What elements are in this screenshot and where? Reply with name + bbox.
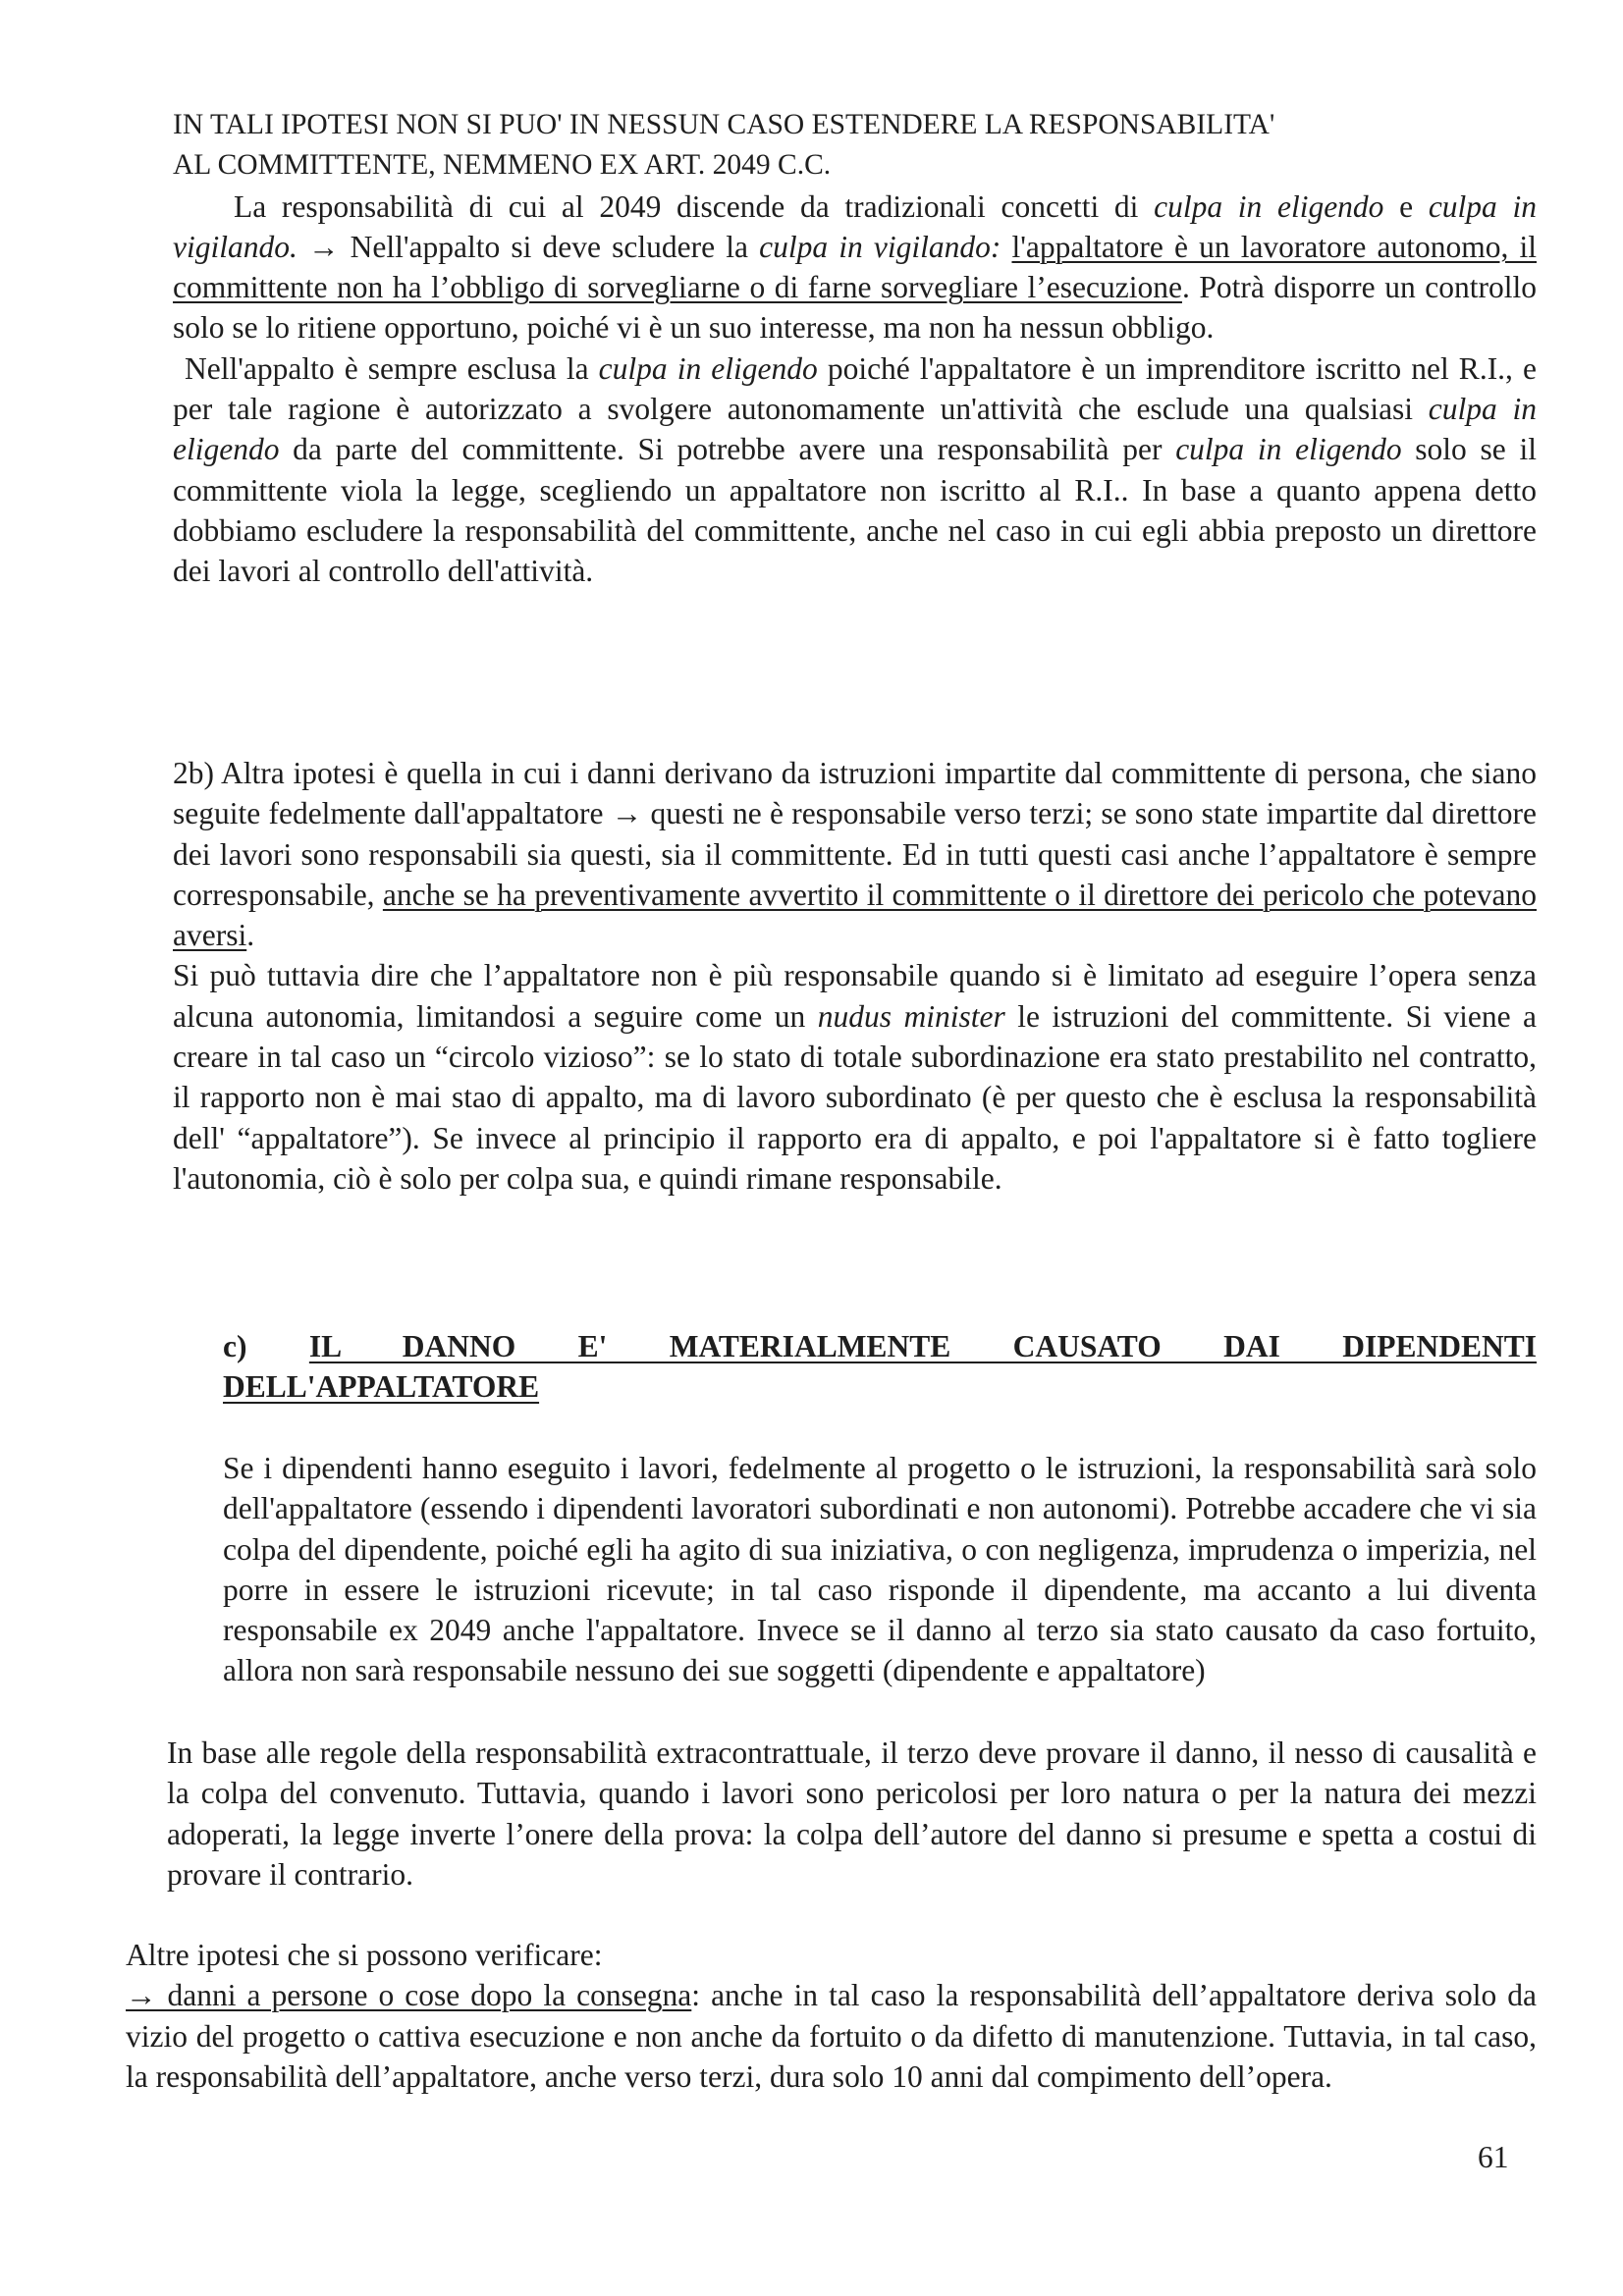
caps-line-1: IN TALI IPOTESI NON SI PUO' IN NESSUN CASO ESTENDERE LA RESPONSABILITA' <box>173 109 1275 140</box>
paragraph-dipendenti: Se i dipendenti hanno eseguito i lavori, fedelmente al progetto o le istruzioni, la responsabilità sarà solo dell'appaltatore (essendo i dipendenti lavoratori subordinati e non autonomi). Potrebbe accadere che vi sia colpa del dipendente, poiché egli ha agito di sua iniziativa, o con negligenza, imprudenza o imperizia, nel porre in essere le istruzioni ricevute; in tal caso risponde il dipendente, ma accanto a lui diventa responsabile ex 2049 anche l'appaltatore. Invece se il danno al terzo sia stato causato da caso fortuito, allora non sarà responsabile nessuno dei sue soggetti (dipendente e appaltatore) <box>223 1451 1537 1688</box>
text-run: poiché l'appaltatore è un imprenditore iscritto nel R.I., e per tale ragione è autorizzato a svolgere autonomamente un'attività che esclude una qualsiasi <box>173 350 1537 427</box>
italic-term: culpa in vigilando: <box>759 229 1001 264</box>
section-1 <box>173 105 1537 592</box>
underlined-text: → danni a persone o cose dopo la consegna <box>126 1978 692 2013</box>
section-other <box>126 1935 1537 2097</box>
text-run: solo se il committente viola la legge, scegliendo un appaltatore non iscritto al R.I.. In base a quanto appena detto dobbiamo escludere la responsabilità del committente, anche nel caso in cui egli abbia preposto un direttore dei lavori al controllo dell'attività. <box>173 432 1537 589</box>
text-run: → Nell'appalto si deve scludere la <box>297 229 760 264</box>
paragraph-consegna <box>126 1975 1537 2097</box>
section-c-body <box>223 1448 1537 1691</box>
paragraph-culpa-vigilando <box>173 187 1537 348</box>
italic-term: culpa in eligendo <box>1175 432 1402 467</box>
paragraph-intro: Altre ipotesi che si possono verificare: <box>126 1938 603 1972</box>
text-run: . <box>246 918 255 953</box>
heading-title-continued: DELL'APPALTATORE <box>223 1369 540 1405</box>
paragraph-culpa-eligendo <box>173 348 1537 592</box>
italic-term: culpa in eligendo <box>1154 188 1384 224</box>
text-run: La responsabilità di cui al 2049 discende da tradizionali concetti di <box>234 188 1155 224</box>
text-run: Si può tuttavia dire che l’appaltatore non è più responsabile quando si è limitato ad eseguire l’opera senza alcuna autonomia, limitandosi a seguire come un <box>173 958 1537 1034</box>
paragraph-extracontrattuale: In base alle regole della responsabilità extracontrattuale, il terzo deve provare il danno, il nesso di causalità e la colpa del convenuto. Tuttavia, quando i lavori sono pericolosi per loro natura o per la natura dei mezzi adoperati, la legge inverte l’onere della prova: la colpa dell’autore del danno si presume e spetta a costui di provare il contrario. <box>167 1735 1537 1892</box>
underlined-text: l'appaltatore è un lavoratore autonomo, il committente non ha l’obbligo di sorvegliarne o di farne sorvegliare l’esecuzione <box>173 229 1538 305</box>
text-run: da parte del committente. Si potrebbe avere una responsabilità per <box>279 432 1176 467</box>
paragraph-istruzioni <box>173 753 1537 955</box>
page-number: 61 <box>1478 2140 1509 2174</box>
text-run: 2b) Altra ipotesi è quella in cui i danni derivano da istruzioni impartite dal committente di persona, che siano seguite fedelmente dall'appaltatore → questi ne è responsabile verso terzi; se sono state impartite dal direttore dei lavori sono responsabili sia questi, sia il committente. Ed in tutti questi casi anche l’appaltatore è sempre corresponsabile, <box>173 756 1537 912</box>
italic-term: culpa in eligendo <box>598 350 818 386</box>
heading-title: IL DANNO E' MATERIALMENTE CAUSATO DAI DIPENDENTI <box>308 1329 1537 1363</box>
text-run: : anche in tal caso la responsabilità dell’appaltatore deriva solo da vizio del progetto o cattiva esecuzione e non anche da fortuito o da difetto di manutenzione. Tuttavia, in tal caso, la responsabilità dell’appaltatore, anche verso terzi, dura solo 10 anni dal compimento dell’opera. <box>126 1978 1537 2094</box>
text-run: e <box>1383 188 1429 224</box>
underlined-text: anche se ha preventivamente avvertito il committente o il direttore dei pericolo che potevano aversi <box>173 877 1537 953</box>
italic-term: nudus minister <box>817 998 1005 1034</box>
text-run <box>1001 230 1011 264</box>
heading-line-1 <box>223 1326 1537 1366</box>
text-run: le istruzioni del committente. Si viene a creare in tal caso un “circolo vizioso”: se lo stato di totale subordinazione era stato prestabilito nel contratto, il rapporto non è mai stao di appalto, ma di lavoro subordinato (è per questo che è esclusa la responsabilità dell' “appaltatore”). Se invece al principio il rapporto era di appalto, e poi l'appaltatore si è fatto togliere l'autonomia, ciò è solo per colpa sua, e quindi rimane responsabile. <box>173 998 1537 1196</box>
caps-line-2: AL COMMITTENTE, NEMMENO EX ART. 2049 C.C. <box>173 149 832 182</box>
heading-prefix: c) <box>223 1329 247 1363</box>
section-c-extracontrattuale <box>167 1733 1537 1895</box>
heading-line-2 <box>223 1366 1537 1407</box>
text-run: Nell'appalto è sempre esclusa la <box>185 350 599 386</box>
section-2b <box>173 753 1537 1199</box>
italic-term: culpa in eligendo <box>173 392 1537 467</box>
text-run: . Potrà disporre un controllo solo se lo ritiene opportuno, poiché vi è un suo interesse, ma non ha nessun obbligo. <box>173 270 1537 346</box>
section-c-heading <box>223 1326 1537 1408</box>
paragraph-nudus-minister <box>173 955 1537 1199</box>
italic-term: culpa in vigilando. <box>173 188 1537 264</box>
